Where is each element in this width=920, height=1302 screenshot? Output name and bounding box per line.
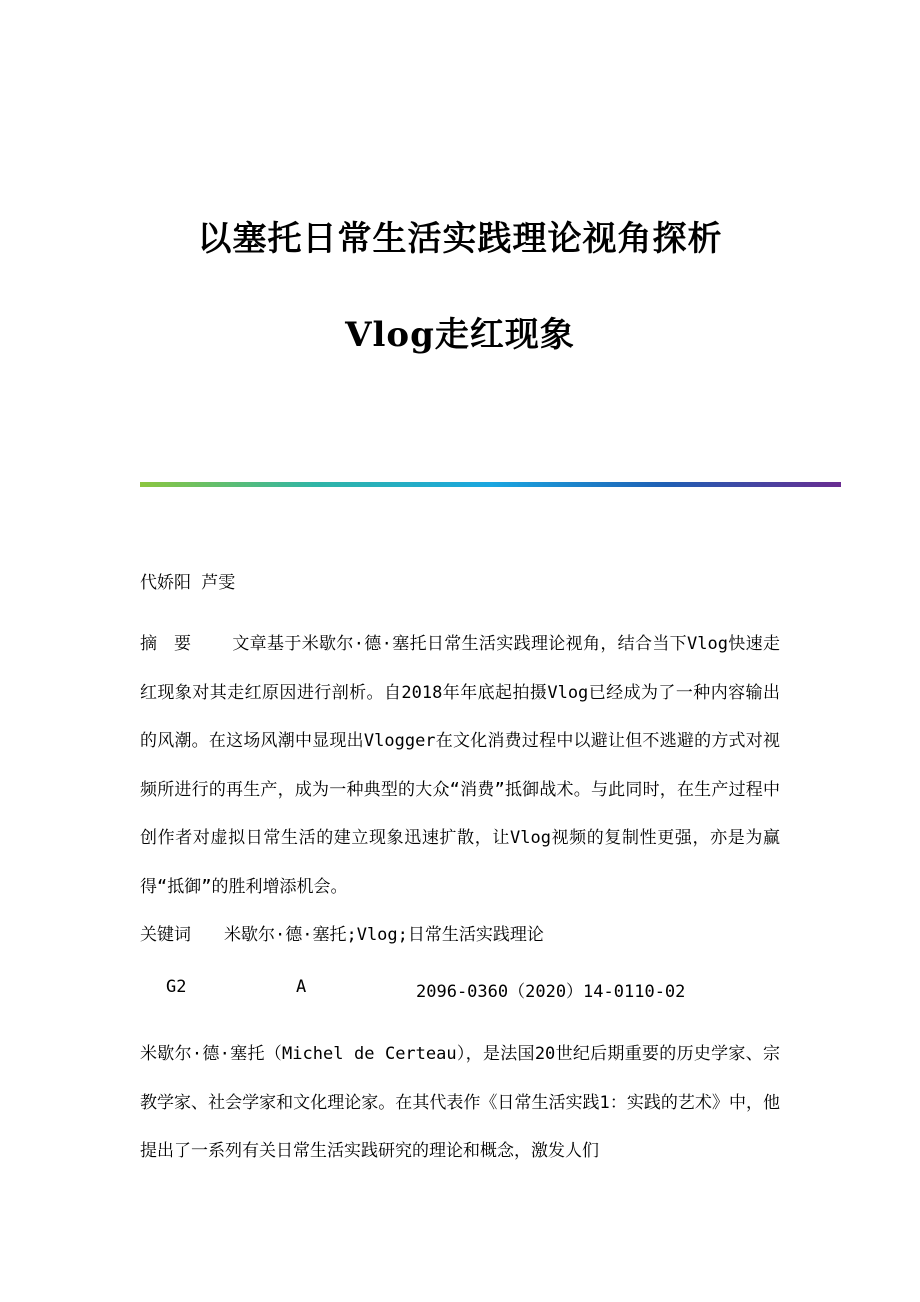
abstract-label: 摘 要 xyxy=(140,634,191,654)
authors: 代娇阳 芦雯 xyxy=(140,573,236,593)
article-id: 2096-0360（2020）14-0110-02 xyxy=(416,982,686,1002)
keywords-text: 米歇尔·德·塞托;Vlog;日常生活实践理论 xyxy=(224,925,544,945)
paper-title-line-2: Vlog走红现象 xyxy=(345,315,575,355)
clc-number: G2 xyxy=(166,977,187,997)
keywords xyxy=(140,920,780,945)
paper-title-line-1: 以塞托日常生活实践理论视角探析 xyxy=(197,219,723,259)
keywords-label: 关键词 xyxy=(140,925,191,945)
gradient-divider xyxy=(140,482,841,487)
intro-paragraph: 米歇尔·德·塞托（Michel de Certeau），是法国20世纪后期重要的历史学家、宗教学家、社会学家和文化理论家。在其代表作《日常生活实践1：实践的艺术》中，他提出了一系列有关日常生活实践研究的理论和概念，激发人们 xyxy=(140,1044,780,1161)
abstract xyxy=(140,620,780,911)
abstract-text: 文章基于米歇尔·德·塞托日常生活实践理论视角，结合当下Vlog快速走红现象对其走红原因进行剖析。自2018年年底起拍摄Vlog已经成为了一种内容输出的风潮。在这场风潮中显现出Vlogger在文化消费过程中以避让但不逃避的方式对视频所进行的再生产，成为一种典型的大众“消费”抵御战术。与此同时，在生产过程中创作者对虚拟日常生活的建立现象迅速扩散，让Vlog视频的复制性更强，亦是为赢得“抵御”的胜利增添机会。 xyxy=(140,634,780,897)
document-code: A xyxy=(296,977,307,997)
